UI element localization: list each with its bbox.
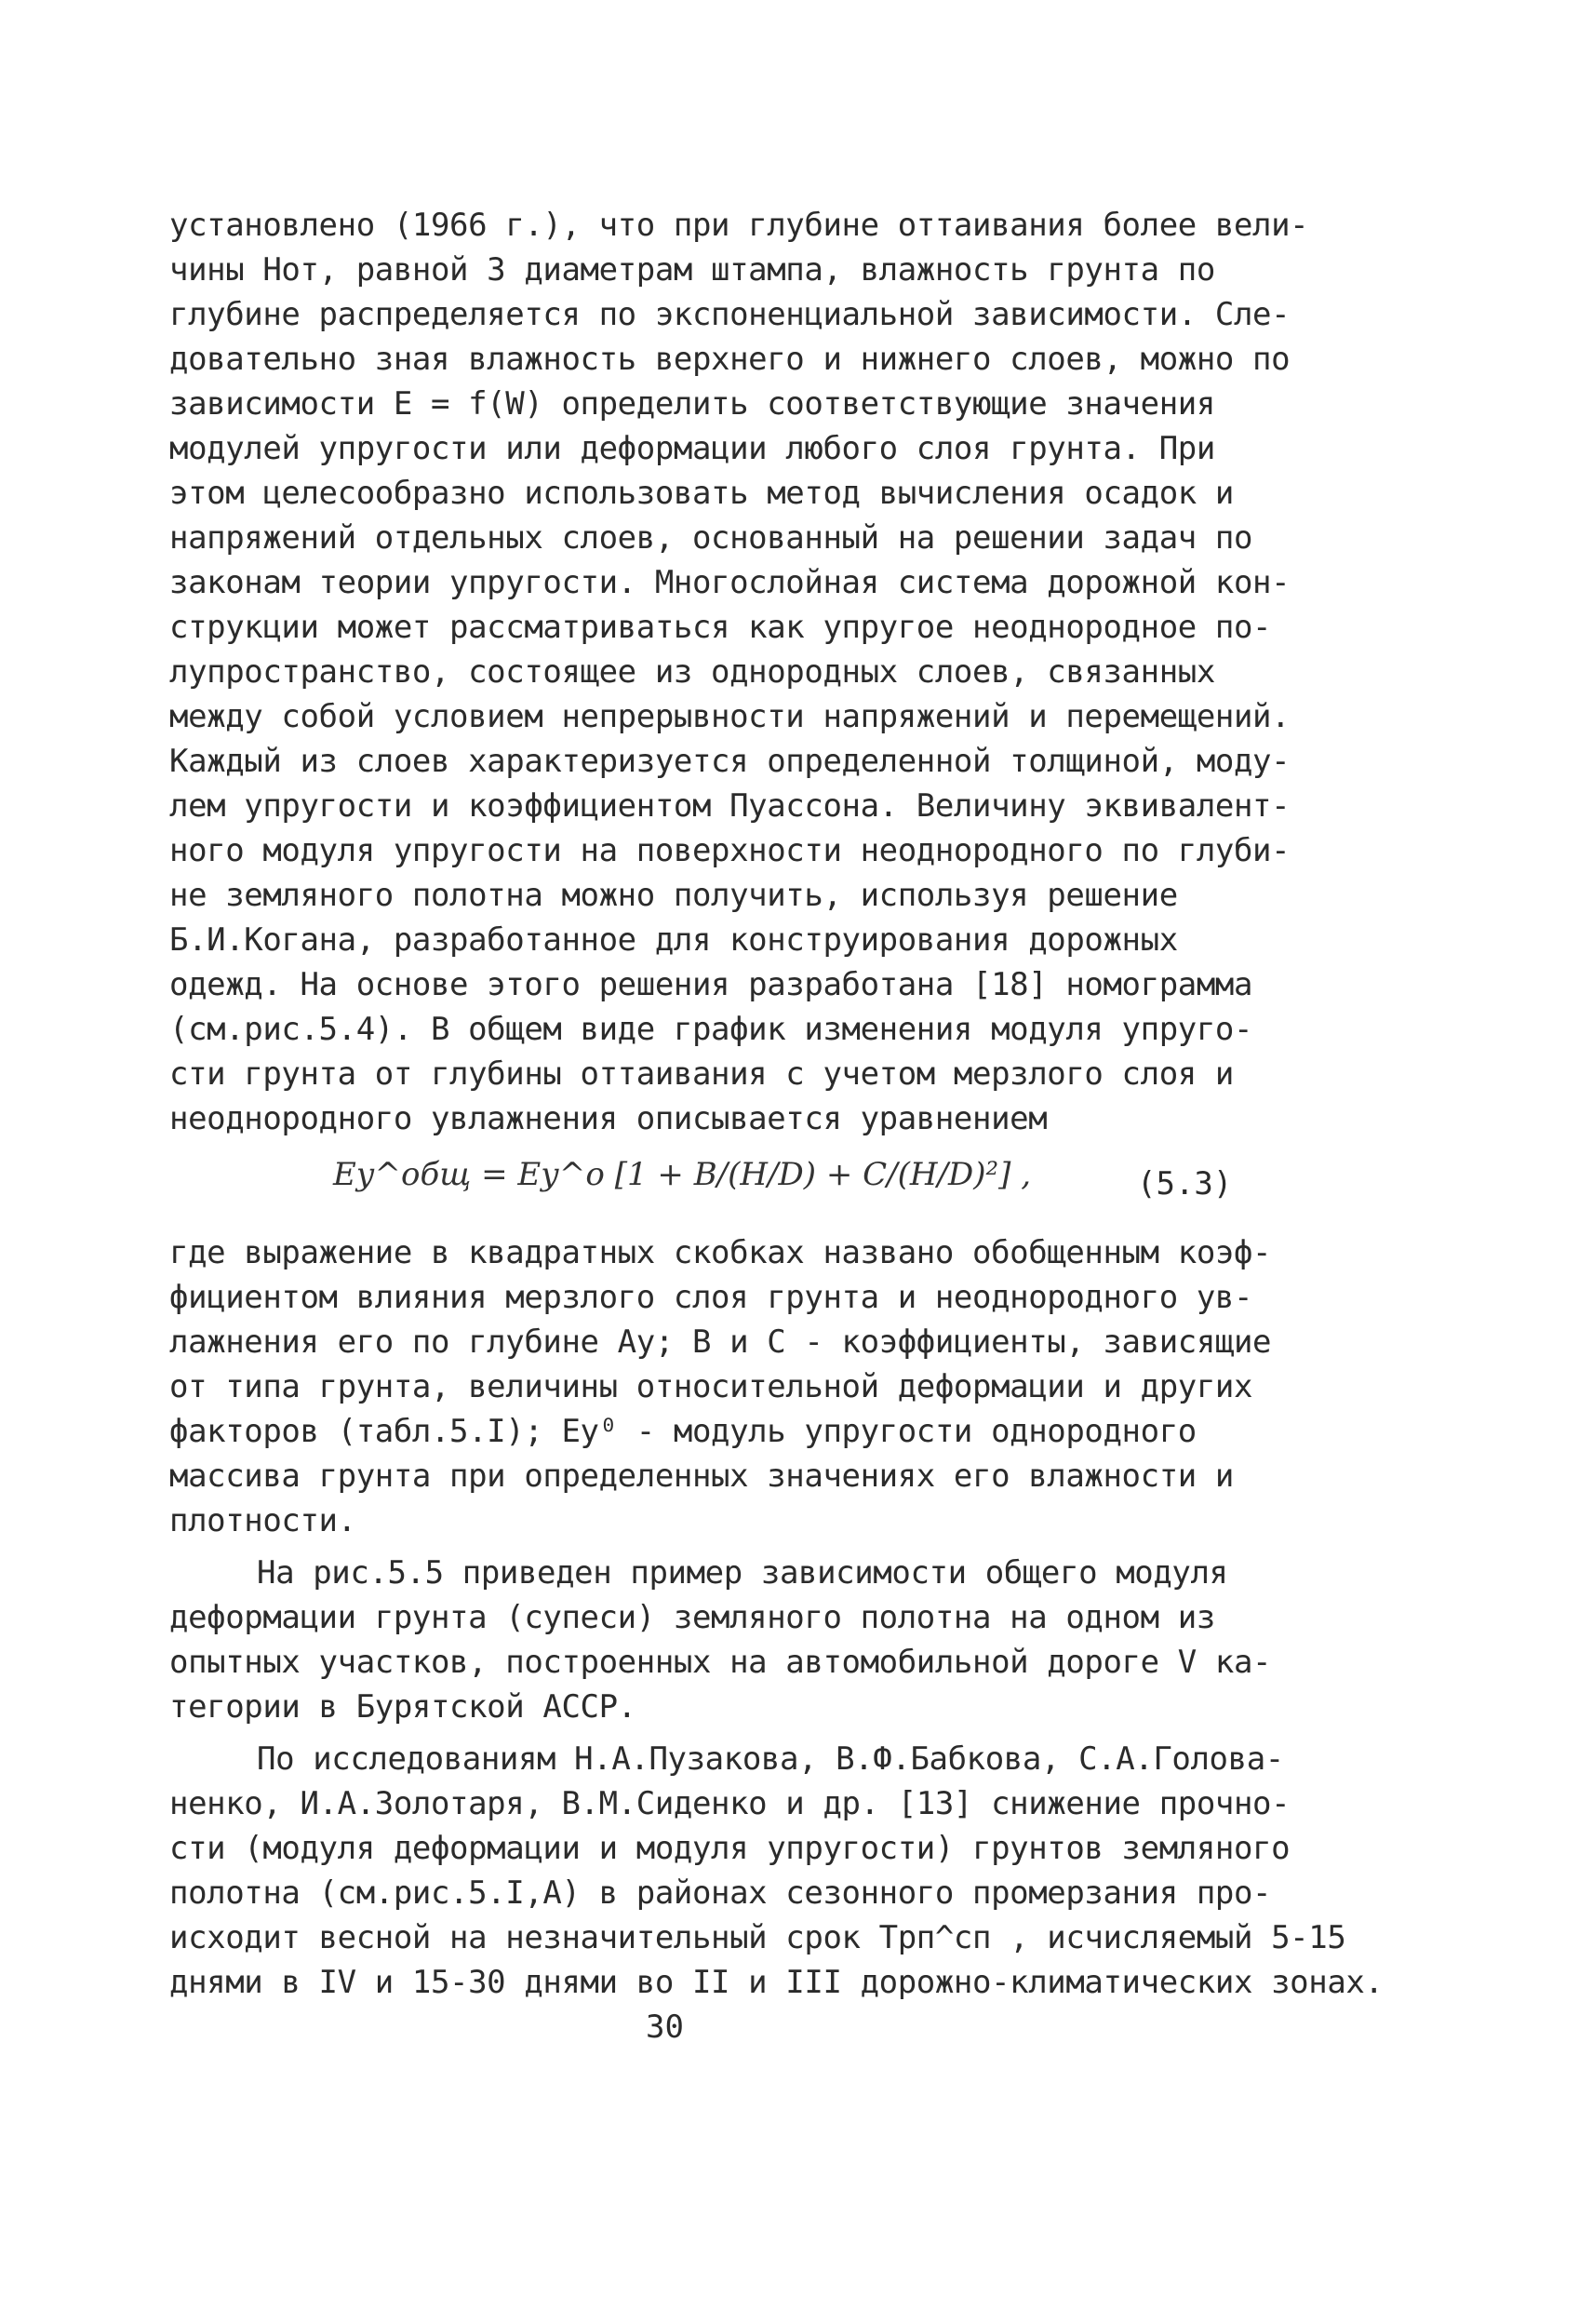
text-line: одежд. На основе этого решения разработана [18] номограмма <box>169 966 1253 1003</box>
text-line: ненко, И.А.Золотаря, В.М.Сиденко и др. [13] снижение прочно- <box>169 1785 1291 1822</box>
text-line: массива грунта при определенных значениях его влажности и <box>169 1458 1234 1495</box>
text-line: деформации грунта (супеси) земляного полотна на одном из <box>169 1599 1215 1636</box>
text-line: модулей упругости или деформации любого слоя грунта. При <box>169 430 1215 467</box>
text-line: довательно зная влажность верхнего и нижнего слоев, можно по <box>169 341 1291 378</box>
text-line: не земляного полотна можно получить, используя решение <box>169 877 1178 914</box>
text-line: факторов (табл.5.I); Eу⁰ - модуль упругости однородного <box>169 1413 1197 1450</box>
text-line: напряжений отдельных слоев, основанный на решении задач по <box>169 519 1253 557</box>
equation-number: (5.3) <box>1137 1165 1233 1202</box>
text-line: Б.И.Когана, разработанное для конструирования дорожных <box>169 921 1178 959</box>
text-line: от типа грунта, величины относительной деформации и других <box>169 1368 1253 1405</box>
text-line: тегории в Бурятской АССР. <box>169 1688 636 1726</box>
text-line: сти (модуля деформации и модуля упругости) грунтов земляного <box>169 1830 1291 1867</box>
text-line: лем упругости и коэффициентом Пуассона. Величину эквивалент- <box>169 787 1291 825</box>
text-line: Каждый из слоев характеризуется определенной толщиной, моду- <box>169 743 1291 780</box>
formula: Eу^общ = Eу^о [1 + B/(H/D) + C/(H/D)²] , <box>333 1156 1032 1193</box>
page-number: 30 <box>646 2008 684 2046</box>
text-line: где выражение в квадратных скобках названо обобщенным коэф- <box>169 1234 1272 1271</box>
text-line: между собой условием непрерывности напряжений и перемещений. <box>169 698 1291 735</box>
text-line: этом целесообразно использовать метод вычисления осадок и <box>169 475 1234 512</box>
text-line: чины Hот, равной 3 диаметрам штампа, влажность грунта по <box>169 251 1215 289</box>
text-line: По исследованиям Н.А.Пузакова, В.Ф.Бабкова, С.А.Голова- <box>257 1740 1284 1778</box>
text-line: лажнения его по глубине Aу; B и C - коэффициенты, зависящие <box>169 1323 1272 1361</box>
text-line: полотна (см.рис.5.I,А) в районах сезонного промерзания про- <box>169 1874 1272 1912</box>
text-line: днями в IV и 15-30 днями во II и III дорожно-климатических зонах. <box>169 1964 1384 2001</box>
text-line: плотности. <box>169 1502 356 1539</box>
text-line: исходит весной на незначительный срок Tрп^сп , исчисляемый 5-15 <box>169 1919 1346 1956</box>
text-line: фициентом влияния мерзлого слоя грунта и неоднородного ув- <box>169 1279 1253 1316</box>
text-line: лупространство, состоящее из однородных слоев, связанных <box>169 653 1215 691</box>
text-line: неоднородного увлажнения описывается уравнением <box>169 1100 1048 1137</box>
text-line: опытных участков, построенных на автомобильной дороге V ка- <box>169 1644 1272 1681</box>
text-line: зависимости E = f(W) определить соответствующие значения <box>169 385 1215 423</box>
text-line: глубине распределяется по экспоненциальной зависимости. Сле- <box>169 296 1291 333</box>
text-line: ного модуля упругости на поверхности неоднородного по глуби- <box>169 832 1291 869</box>
text-line: законам теории упругости. Многослойная система дорожной кон- <box>169 564 1291 601</box>
text-line: струкции может рассматриваться как упругое неоднородное по- <box>169 609 1272 646</box>
text-line: сти грунта от глубины оттаивания с учетом мерзлого слоя и <box>169 1055 1234 1093</box>
text-line: установлено (1966 г.), что при глубине оттаивания более вели- <box>169 207 1309 244</box>
text-line: (см.рис.5.4). В общем виде график изменения модуля упруго- <box>169 1011 1253 1048</box>
text-line: На рис.5.5 приведен пример зависимости общего модуля <box>257 1554 1228 1592</box>
